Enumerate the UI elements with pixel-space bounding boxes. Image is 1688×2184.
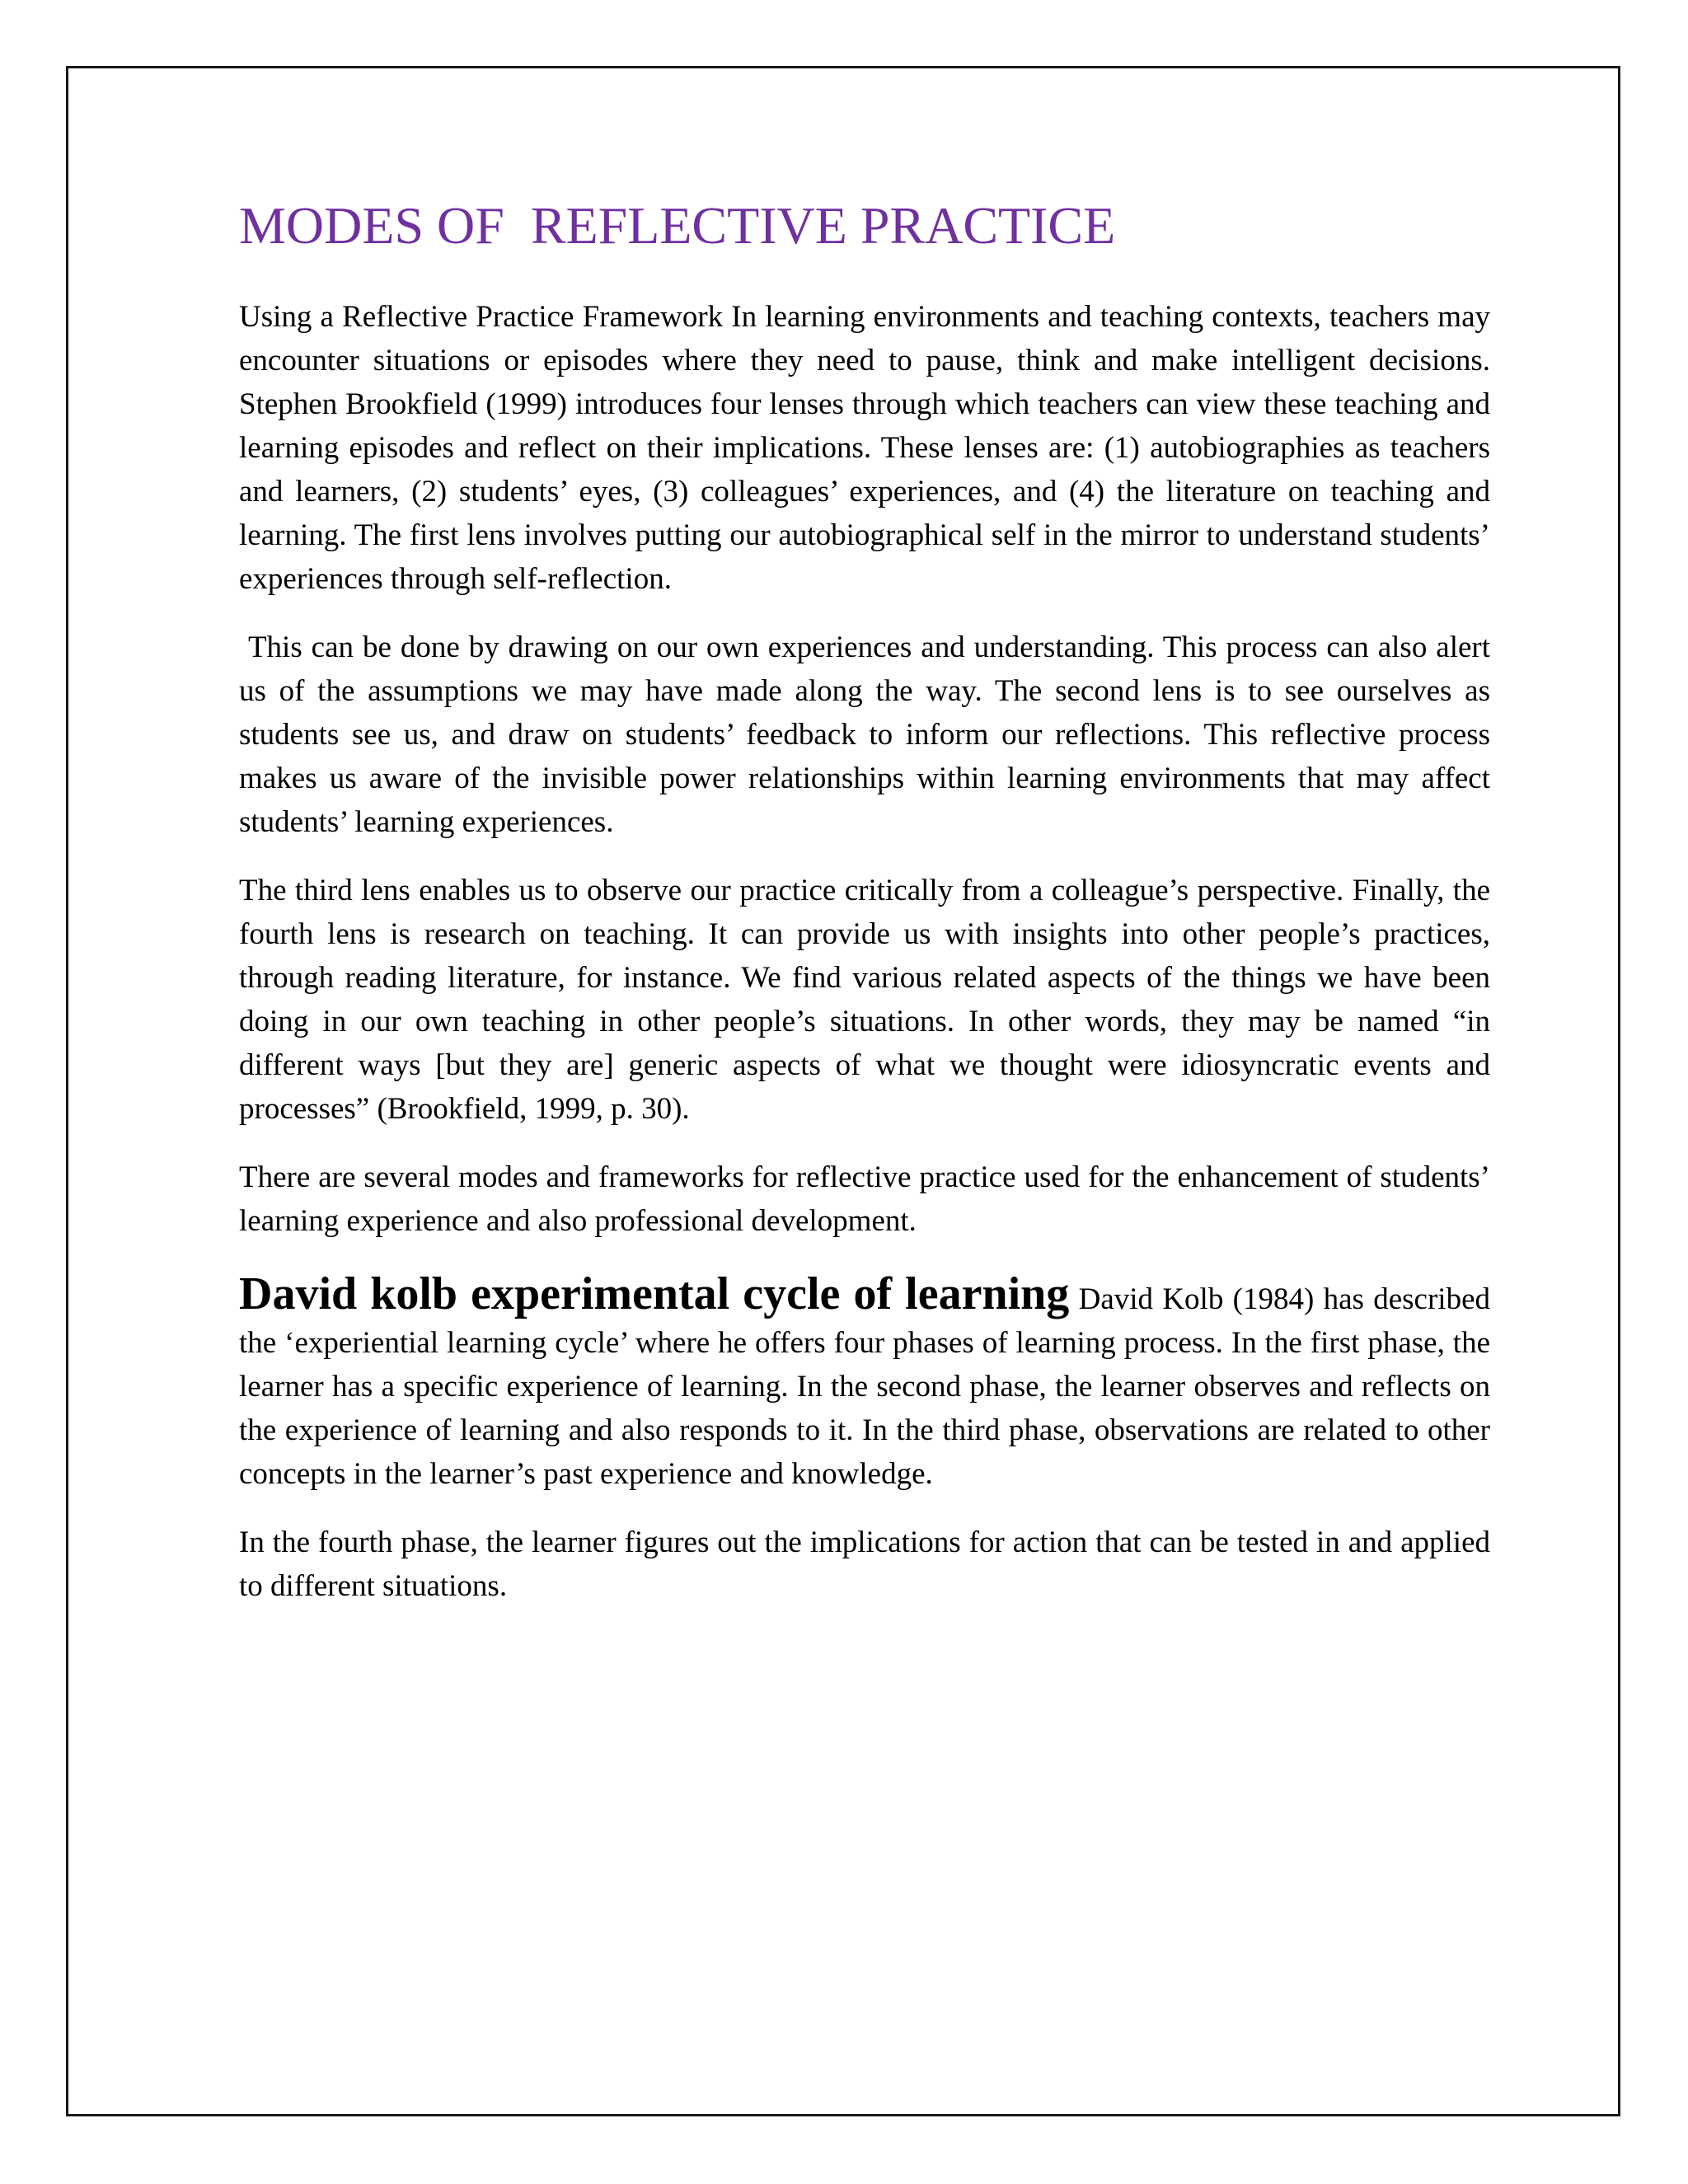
kolb-text: David Kolb (1984) has described the ‘experiential learning cycle’ where he offers four phases of learning process. In the first phase, the learner has a specific experience of learning. In the second phase, the learner observes and reflects on the experience of learning and also responds to it. In the third phase, observations are related to other concepts in the learner’s past experience and knowledge. (239, 1282, 1490, 1491)
kolb-heading: David kolb experimental cycle of learning (239, 1268, 1070, 1319)
paragraph-third-lens: The third lens enables us to observe our practice critically from a colleague’s perspective. Finally, the fourth lens is research on teaching. It can provide us with insights into other people’s practices, through reading literature, for instance. We find various related aspects of the things we have been doing in our own teaching in other people’s situations. In other words, they may be named “in different ways [but they are] generic aspects of what we thought were idiosyncratic events and processes” (Brookfield, 1999, p. 30). (239, 874, 1490, 1126)
paragraph-brookfield-lenses: Using a Reflective Practice Framework In learning environments and teaching contexts, teachers may encounter situations or episodes where they need to pause, think and make intelligent decisions. Stephen Brookfield (1999) introduces four lenses through which teachers can view these teaching and learning episodes and reflect on their implications. These lenses are: (1) autobiographies as teachers and learners, (2) students’ eyes, (3) colleagues’ experiences, and (4) the literature on teaching and learning. The first lens involves putting our autobiographical self in the mirror to understand students’ experiences through self-reflection. (239, 300, 1490, 596)
paragraph-kolb (239, 1268, 1490, 1496)
paragraph-first-lens: This can be done by drawing on our own experiences and understanding. This process can also alert us of the assumptions we may have made along the way. The second lens is to see ourselves as students see us, and draw on students’ feedback to inform our reflections. This reflective process makes us aware of the invisible power relationships within learning environments that may affect students’ learning experiences. (239, 630, 1498, 839)
document-title: MODES OF REFLECTIVE PRACTICE (239, 196, 1116, 255)
document-body (239, 191, 1498, 1633)
paragraph-modes-frameworks: There are several modes and frameworks for reflective practice used for the enhancement of students’ learning experience and also professional development. (239, 1160, 1490, 1238)
paragraph-fourth-phase: In the fourth phase, the learner figures out the implications for action that can be tested in and applied to different situations. (239, 1526, 1490, 1603)
